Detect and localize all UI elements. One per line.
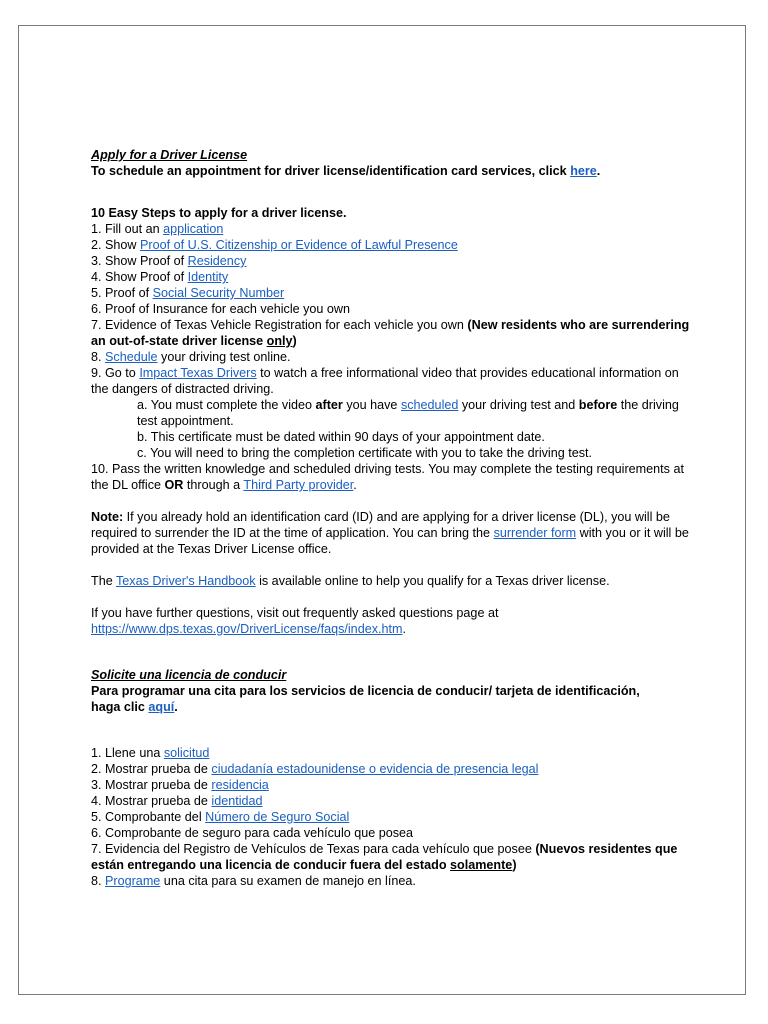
application-link[interactable]: application	[163, 222, 224, 236]
solicitud-link[interactable]: solicitud	[163, 746, 210, 760]
document-content	[91, 147, 691, 889]
step-4	[91, 269, 691, 285]
step-10-end: .	[353, 478, 357, 492]
paso-5	[91, 809, 691, 825]
paso-8-text: una cita para su examen de manejo en línea.	[160, 874, 416, 888]
paso-3	[91, 777, 691, 793]
schedule-end: .	[596, 164, 601, 178]
residencia-link[interactable]: residencia	[211, 778, 269, 792]
programe-link[interactable]: Programe	[105, 874, 161, 888]
step-8-num: 8.	[91, 350, 106, 364]
steps-title: 10 Easy Steps to apply for a driver license.	[91, 206, 347, 220]
faq-link[interactable]: https://www.dps.texas.gov/DriverLicense/faqs/index.htm	[91, 622, 403, 636]
handbook-paragraph	[91, 573, 691, 589]
step-9b: b. This certificate must be dated within 90 days of your appointment date.	[137, 430, 545, 444]
residency-link[interactable]: Residency	[187, 254, 247, 268]
step-9	[91, 365, 691, 397]
paso-7-bold: (Nuevos residentes que están entregando una licencia de conducir fuera del estado	[91, 842, 678, 872]
paso-7-text: 7. Evidencia del Registro de Vehículos de Texas para cada vehículo que posee	[91, 842, 536, 856]
schedule-paragraph-en	[91, 163, 691, 179]
step-1-text: 1. Fill out an	[91, 222, 164, 236]
step-9-post: to watch a free informational video that provides educational information on the dangers of distracted driving.	[91, 366, 679, 396]
step-9a	[91, 397, 691, 429]
step-7-bold: (New residents who are surrendering an out-of-state driver license	[91, 318, 690, 348]
document-page	[18, 25, 746, 995]
step-9a-mid2: your driving test and	[458, 398, 579, 412]
seguro-social-link[interactable]: Número de Seguro Social	[205, 810, 350, 824]
step-10-mid: through a	[183, 478, 244, 492]
step-5-text: 5. Proof of	[91, 286, 153, 300]
paso-7	[91, 841, 691, 873]
step-2-text: 2. Show	[91, 238, 141, 252]
faq-paragraph	[91, 605, 691, 637]
impact-texas-drivers-link[interactable]: Impact Texas Drivers	[139, 366, 257, 380]
schedule-text-es: Para programar una cita para los servicios de licencia de conducir/ tarjeta de identificación, haga clic	[91, 684, 640, 714]
step-7-end: )	[292, 334, 297, 348]
social-security-link[interactable]: Social Security Number	[152, 286, 285, 300]
identity-link[interactable]: Identity	[187, 270, 229, 284]
step-9a-end: the driving test appointment.	[137, 398, 679, 428]
step-10	[91, 461, 691, 493]
identidad-link[interactable]: identidad	[211, 794, 263, 808]
paso-8-num: 8.	[91, 874, 106, 888]
schedule-paragraph-es	[91, 683, 691, 715]
step-8-text: your driving test online.	[157, 350, 291, 364]
paso-8	[91, 873, 691, 889]
step-9a-text: a. You must complete the video	[137, 398, 316, 412]
paso-7-solamente: solamente	[450, 858, 513, 872]
step-9a-mid: you have	[342, 398, 401, 412]
paso-7-end: )	[512, 858, 517, 872]
handbook-link[interactable]: Texas Driver's Handbook	[115, 574, 256, 588]
step-6: 6. Proof of Insurance for each vehicle you own	[91, 302, 351, 316]
here-link[interactable]: here	[570, 164, 597, 178]
step-7-only: only	[266, 334, 293, 348]
step-9a-before: before	[578, 398, 618, 412]
step-3-text: 3. Show Proof of	[91, 254, 188, 268]
step-10-text: 10. Pass the written knowledge and scheduled driving tests. You may complete the testing requirements at the DL office	[91, 462, 684, 492]
step-9a-after: after	[315, 398, 343, 412]
step-3	[91, 253, 691, 269]
step-10-or: OR	[164, 478, 184, 492]
note-label: Note:	[91, 510, 124, 524]
aqui-link[interactable]: aquí	[148, 700, 175, 714]
paso-5-text: 5. Comprobante del	[91, 810, 206, 824]
note-paragraph	[91, 509, 691, 557]
step-7-text: 7. Evidence of Texas Vehicle Registration for each vehicle you own	[91, 318, 468, 332]
step-9-text: 9. Go to	[91, 366, 140, 380]
note-end: with you or it will be provided at the Texas Driver License office.	[91, 526, 689, 556]
heading-english: Apply for a Driver License	[91, 148, 248, 162]
paso-1-text: 1. Llene una	[91, 746, 164, 760]
paso-4-text: 4. Mostrar prueba de	[91, 794, 212, 808]
faq-text: If you have further questions, visit out frequently asked questions page at	[91, 606, 499, 620]
handbook-post: is available online to help you qualify for a Texas driver license.	[255, 574, 610, 588]
surrender-form-link[interactable]: surrender form	[493, 526, 577, 540]
schedule-end-es: .	[174, 700, 178, 714]
paso-4	[91, 793, 691, 809]
paso-3-text: 3. Mostrar prueba de	[91, 778, 212, 792]
citizenship-link[interactable]: Proof of U.S. Citizenship or Evidence of Lawful Presence	[140, 238, 458, 252]
schedule-text: To schedule an appointment for driver license/identification card services, click	[91, 164, 571, 178]
step-4-text: 4. Show Proof of	[91, 270, 188, 284]
scheduled-link[interactable]: scheduled	[400, 398, 459, 412]
step-1	[91, 221, 691, 237]
paso-1	[91, 745, 691, 761]
step-2	[91, 237, 691, 253]
paso-6: 6. Comprobante de seguro para cada vehículo que posea	[91, 826, 414, 840]
step-8	[91, 349, 691, 365]
step-9c: c. You will need to bring the completion certificate with you to take the driving test.	[137, 446, 593, 460]
step-7	[91, 317, 691, 349]
ciudadania-link[interactable]: ciudadanía estadounidense o evidencia de presencia legal	[211, 762, 539, 776]
faq-end: .	[402, 622, 406, 636]
schedule-link[interactable]: Schedule	[105, 350, 158, 364]
handbook-pre: The	[91, 574, 116, 588]
note-text: If you already hold an identification card (ID) and are applying for a driver license (DL), you will be required to surrender the ID at the time of application. You can bring the	[91, 510, 670, 540]
paso-2	[91, 761, 691, 777]
paso-2-text: 2. Mostrar prueba de	[91, 762, 212, 776]
third-party-provider-link[interactable]: Third Party provider	[243, 478, 354, 492]
heading-spanish: Solicite una licencia de conducir	[91, 668, 287, 682]
step-5	[91, 285, 691, 301]
